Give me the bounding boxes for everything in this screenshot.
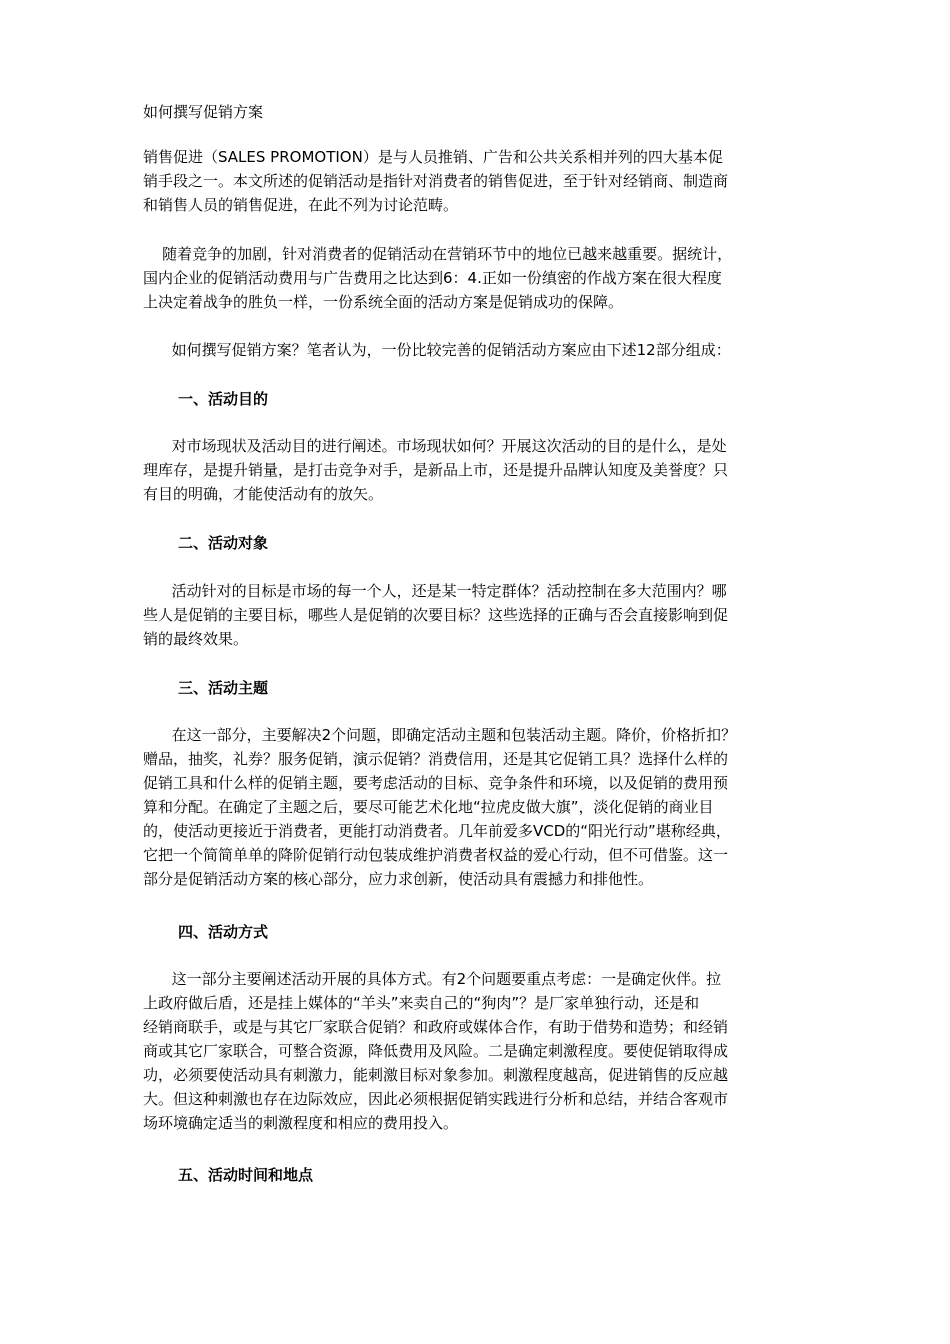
paragraph-line: 些人是促销的主要目标，哪些人是促销的次要目标？这些选择的正确与否会直接影响到促 [143, 606, 729, 624]
paragraph-line: 销手段之一。本文所述的促销活动是指针对消费者的销售促进，至于针对经销商、制造商 [143, 172, 729, 190]
paragraph-line: 对市场现状及活动目的进行阐述。市场现状如何？开展这次活动的目的是什么，是处 [143, 437, 727, 455]
paragraph-line: 有目的明确，才能使活动有的放矢。 [143, 485, 384, 503]
paragraph-competition [143, 242, 732, 314]
paragraph-section-3 [143, 723, 736, 891]
paragraph-line: 如何撰写促销方案？笔者认为，一份比较完善的促销活动方案应由下述12部分组成： [143, 341, 731, 359]
paragraph-line: 和销售人员的销售促进，在此不列为讨论范畴。 [143, 196, 459, 214]
paragraph-line: 上政府做后盾，还是挂上媒体的“羊头”来卖自己的“狗肉”？是厂家单独行动，还是和 [143, 994, 700, 1012]
section-heading-2: 二、活动对象 [178, 534, 269, 552]
paragraph-overview [143, 338, 731, 362]
paragraph-line: 活动针对的目标是市场的每一个人，还是某一特定群体？活动控制在多大范围内？哪 [143, 582, 727, 600]
paragraph-line: 国内企业的促销活动费用与广告费用之比达到6：4.正如一份缜密的作战方案在很大程度 [143, 269, 722, 287]
document-title: 如何撰写促销方案 [143, 103, 264, 121]
paragraph-line: 功，必须要使活动具有刺激力，能刺激目标对象参加。刺激程度越高，促进销售的反应越 [143, 1066, 729, 1084]
paragraph-line: 它把一个简简单单的降阶促销行动包装成维护消费者权益的爱心行动，但不可借鉴。这一 [143, 846, 729, 864]
paragraph-section-1 [143, 434, 728, 506]
paragraph-line: 场环境确定适当的刺激程度和相应的费用投入。 [143, 1114, 459, 1132]
paragraph-section-4 [143, 967, 728, 1135]
paragraph-line: 赠品，抽奖，礼券？服务促销，演示促销？消费信用，还是其它促销工具？选择什么样的 [143, 750, 729, 768]
paragraph-line: 销售促进（SALES PROMOTION）是与人员推销、广告和公共关系相并列的四大基本促 [143, 148, 723, 166]
section-heading-4: 四、活动方式 [178, 923, 269, 941]
paragraph-line: 算和分配。在确定了主题之后，要尽可能艺术化地“拉虎皮做大旗”，淡化促销的商业目 [143, 798, 714, 816]
paragraph-section-2 [143, 579, 728, 651]
paragraph-line: 经销商联手，或是与其它厂家联合促销？和政府或媒体合作，有助于借势和造势；和经销 [143, 1018, 729, 1036]
paragraph-intro [143, 145, 728, 217]
paragraph-line: 商或其它厂家联合，可整合资源，降低费用及风险。二是确定刺激程度。要使促销取得成 [143, 1042, 729, 1060]
paragraph-line: 在这一部分，主要解决2个问题，即确定活动主题和包装活动主题。降价，价格折扣？ [143, 726, 737, 744]
section-heading-3: 三、活动主题 [178, 679, 269, 697]
section-heading-5: 五、活动时间和地点 [178, 1166, 314, 1184]
paragraph-line: 部分是促销活动方案的核心部分，应力求创新，使活动具有震撼力和排他性。 [143, 870, 654, 888]
paragraph-line: 随着竞争的加剧，针对消费者的促销活动在营销环节中的地位已越来越重要。据统计， [143, 245, 733, 263]
paragraph-line: 促销工具和什么样的促销主题，要考虑活动的目标、竞争条件和环境，以及促销的费用预 [143, 774, 729, 792]
paragraph-line: 这一部分主要阐述活动开展的具体方式。有2个问题要重点考虑：一是确定伙伴。拉 [143, 970, 722, 988]
section-heading-1: 一、活动目的 [178, 390, 269, 408]
paragraph-line: 大。但这种刺激也存在边际效应，因此必须根据促销实践进行分析和总结，并结合客观市 [143, 1090, 729, 1108]
paragraph-line: 上决定着战争的胜负一样，一份系统全面的活动方案是促销成功的保障。 [143, 293, 624, 311]
paragraph-line: 销的最终效果。 [143, 630, 249, 648]
paragraph-line: 的，使活动更接近于消费者，更能打动消费者。几年前爱多VCD的“阳光行动”堪称经典， [143, 822, 731, 840]
paragraph-line: 理库存，是提升销量，是打击竞争对手，是新品上市，还是提升品牌认知度及美誉度？只 [143, 461, 729, 479]
